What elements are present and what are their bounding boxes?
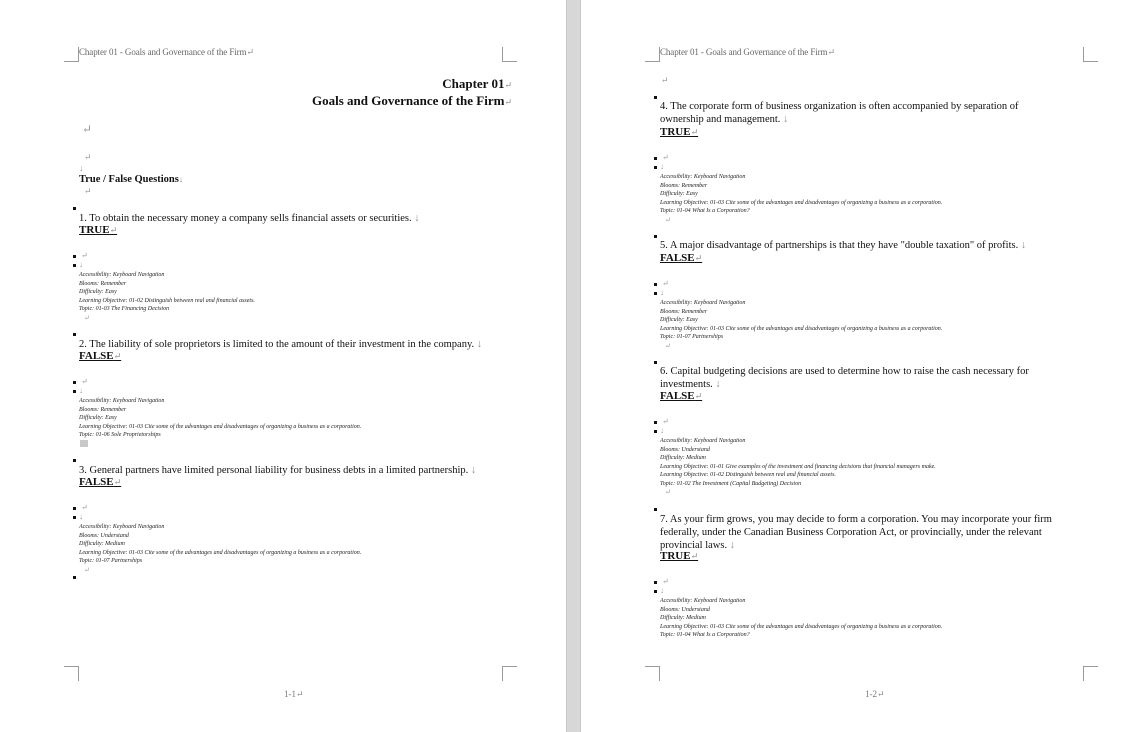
line-break-mark: ↓	[783, 114, 789, 125]
paragraph-mark: ↵	[662, 577, 669, 586]
answer-text: TRUE	[660, 550, 691, 562]
chapter-title: Goals and Governance of the Firm	[311, 93, 505, 108]
margin-corner-top-left	[645, 47, 660, 62]
meta-learning-objective: Learning Objective: 01-03 Cite some of the advantages and disadvantages of organizing a business as a corporation.	[79, 549, 362, 556]
meta-topic: Topic: 01-07 Partnerships	[660, 334, 724, 341]
paragraph-mark: ↵	[84, 314, 90, 322]
question-4-metadata	[660, 173, 942, 216]
meta-accessibility: Accessibility: Keyboard Navigation	[660, 438, 746, 444]
page-header[interactable]	[79, 47, 254, 58]
line-break-mark: ↓	[414, 213, 420, 224]
meta-accessibility: Accessibility: Keyboard Navigation	[660, 598, 746, 604]
line-break-mark: ↓	[1020, 240, 1027, 251]
meta-blooms: Blooms: Remember	[79, 280, 127, 287]
meta-learning-objective: Learning Objective: 01-03 Cite some of the advantages and disadvantages of organizing a business as a corporation.	[660, 199, 943, 206]
question-1-metadata	[79, 271, 255, 314]
bullet	[654, 235, 657, 238]
paragraph-mark: ↵	[504, 97, 512, 107]
answer-6	[660, 390, 702, 402]
bullet	[73, 333, 76, 336]
bullet	[654, 581, 657, 584]
line-break-mark: ↓	[178, 175, 183, 184]
paragraph-mark: ↵	[84, 566, 90, 574]
margin-corner-bottom-right	[1083, 666, 1098, 681]
document-page-1[interactable]	[0, 0, 566, 732]
paragraph-mark: ↵	[82, 122, 93, 136]
paragraph-mark: ↵	[665, 488, 671, 496]
chapter-number: Chapter 01	[442, 76, 505, 91]
meta-topic: Topic: 01-06 Sole Proprietorships	[79, 432, 161, 439]
margin-corner-top-left	[64, 47, 79, 62]
bullet	[73, 459, 76, 462]
margin-corner-bottom-right	[502, 666, 517, 681]
meta-difficulty: Difficulty: Medium	[79, 541, 125, 548]
chapter-heading	[312, 76, 512, 110]
line-break-mark: ↓	[476, 339, 483, 350]
line-break-mark: ↓	[660, 288, 664, 297]
paragraph-mark: ↵	[661, 75, 669, 85]
cursor-highlight	[80, 440, 88, 447]
meta-topic: Topic: 01-02 The Investment (Capital Budgeting) Decision	[660, 480, 802, 487]
margin-corner-top-right	[502, 47, 517, 62]
paragraph-mark: ↵	[81, 503, 88, 512]
paragraph-mark: ↵	[665, 216, 671, 224]
question-text: 2. The liability of sole proprietors is limited to the amount of their investment in the company.	[79, 339, 475, 350]
question-6-metadata	[660, 437, 936, 489]
paragraph-mark: ↵	[81, 251, 88, 260]
answer-text: FALSE	[79, 350, 114, 362]
bullet	[73, 381, 76, 384]
paragraph-mark: ↵	[694, 391, 703, 401]
meta-learning-objective: Learning Objective: 01-03 Cite some of the advantages and disadvantages of organizing a business as a corporation.	[79, 423, 362, 430]
page-header[interactable]	[660, 47, 835, 58]
question-6[interactable]	[660, 365, 1060, 391]
meta-learning-objective: Learning Objective: 01-01 Give examples of the investment and financing decisions that financial managers make.	[660, 463, 936, 470]
paragraph-mark: ↵	[246, 47, 254, 57]
question-2-metadata	[79, 397, 361, 440]
meta-blooms: Blooms: Understand	[660, 446, 710, 453]
question-text: 3. General partners have limited personal liability for business debts in a limited partnership.	[79, 465, 469, 476]
meta-difficulty: Difficulty: Medium	[660, 455, 706, 462]
bullet	[654, 96, 657, 99]
bullet	[73, 264, 76, 267]
question-text: 1. To obtain the necessary money a company sells financial assets or securities.	[79, 213, 412, 224]
meta-topic: Topic: 01-04 What Is a Corporation?	[660, 632, 750, 639]
paragraph-mark: ↵	[662, 417, 669, 426]
paragraph-mark: ↵	[109, 225, 118, 235]
bullet	[654, 508, 657, 511]
line-break-mark: ↓	[660, 162, 664, 171]
answer-text: FALSE	[660, 252, 695, 264]
meta-blooms: Blooms: Understand	[660, 606, 710, 613]
line-break-mark: ↓	[660, 586, 664, 595]
question-text: 5. A major disadvantage of partnerships is that they have "double taxation" of profits.	[660, 240, 1019, 251]
line-break-mark: ↓	[715, 379, 721, 390]
section-title	[79, 174, 183, 185]
paragraph-mark: ↵	[113, 351, 122, 361]
meta-difficulty: Difficulty: Easy	[660, 317, 698, 324]
paragraph-mark: ↵	[84, 186, 92, 196]
line-break-mark: ↓	[79, 260, 83, 269]
meta-topic: Topic: 01-03 The Financing Decision	[79, 306, 170, 313]
meta-difficulty: Difficulty: Easy	[660, 191, 698, 198]
bullet	[73, 516, 76, 519]
answer-1	[79, 224, 117, 236]
question-7-metadata	[660, 597, 942, 640]
bullet	[654, 590, 657, 593]
line-break-mark: ↓	[470, 465, 477, 476]
question-text: 6. Capital budgeting decisions are used to determine how to raise the cash necessary for investments.	[660, 366, 1029, 390]
question-4[interactable]	[660, 100, 1060, 126]
question-3-metadata	[79, 523, 361, 566]
question-2[interactable]	[79, 338, 519, 351]
paragraph-mark: ↵	[827, 47, 835, 57]
meta-accessibility: Accessibility: Keyboard Navigation	[660, 300, 746, 306]
paragraph-mark: ↵	[84, 152, 92, 162]
header-text: Chapter 01 - Goals and Governance of the Firm	[79, 47, 247, 57]
answer-2	[79, 350, 121, 362]
paragraph-mark: ↵	[662, 279, 669, 288]
meta-learning-objective: Learning Objective: 01-03 Cite some of the advantages and disadvantages of organizing a business as a corporation.	[660, 325, 943, 332]
bullet	[73, 507, 76, 510]
meta-difficulty: Difficulty: Easy	[79, 289, 117, 296]
bullet	[654, 157, 657, 160]
page-number-text: 1-2	[865, 689, 877, 699]
line-break-mark: ↓	[79, 163, 84, 173]
page-gutter	[566, 0, 581, 732]
paragraph-mark: ↵	[296, 689, 304, 699]
question-5[interactable]	[660, 239, 1080, 252]
meta-accessibility: Accessibility: Keyboard Navigation	[79, 272, 165, 278]
meta-topic: Topic: 01-04 What Is a Corporation?	[660, 208, 750, 215]
line-break-mark: ↓	[660, 426, 664, 435]
meta-difficulty: Difficulty: Medium	[660, 615, 706, 622]
answer-text: TRUE	[660, 126, 691, 138]
answer-5	[660, 252, 702, 264]
meta-accessibility: Accessibility: Keyboard Navigation	[79, 398, 165, 404]
section-title-text: True / False Questions	[79, 174, 179, 185]
bullet	[654, 166, 657, 169]
question-text: 4. The corporate form of business organization is often accompanied by separation of ownership and management.	[660, 101, 1019, 125]
paragraph-mark: ↵	[113, 477, 122, 487]
paragraph-mark: ↵	[694, 253, 703, 263]
bullet	[73, 576, 76, 579]
bullet	[654, 361, 657, 364]
bullet	[73, 207, 76, 210]
answer-text: FALSE	[660, 390, 695, 402]
question-text: 7. As your firm grows, you may decide to form a corporation. You may incorporate your firm federally, under the Canadian Business Corporation Act, or provincially, under the relevant provincial laws.	[660, 514, 1052, 551]
margin-corner-bottom-left	[645, 666, 660, 681]
bullet	[73, 390, 76, 393]
answer-4	[660, 126, 698, 138]
meta-blooms: Blooms: Remember	[660, 182, 708, 189]
header-text: Chapter 01 - Goals and Governance of the Firm	[660, 47, 828, 57]
bullet	[654, 283, 657, 286]
meta-topic: Topic: 01-07 Partnerships	[79, 558, 143, 565]
meta-accessibility: Accessibility: Keyboard Navigation	[79, 524, 165, 530]
meta-learning-objective-2: Learning Objective: 01-02 Distinguish between real and financial assets.	[660, 472, 836, 479]
line-break-mark: ↓	[79, 386, 83, 395]
meta-learning-objective: Learning Objective: 01-02 Distinguish between real and financial assets.	[79, 297, 255, 304]
bullet	[654, 421, 657, 424]
line-break-mark: ↓	[729, 540, 735, 551]
paragraph-mark: ↵	[690, 127, 699, 137]
question-5-metadata	[660, 299, 942, 342]
paragraph-mark: ↵	[81, 377, 88, 386]
paragraph-mark: ↵	[662, 153, 669, 162]
paragraph-mark: ↵	[690, 551, 699, 561]
bullet	[73, 255, 76, 258]
answer-text: TRUE	[79, 224, 110, 236]
paragraph-mark: ↵	[504, 80, 512, 90]
question-3[interactable]	[79, 464, 519, 477]
bullet	[654, 430, 657, 433]
bullet	[654, 292, 657, 295]
paragraph-mark: ↵	[665, 342, 671, 350]
question-7[interactable]	[660, 513, 1085, 552]
document-page-2[interactable]	[581, 0, 1146, 732]
answer-7	[660, 550, 698, 562]
margin-corner-top-right	[1083, 47, 1098, 62]
paragraph-mark: ↵	[877, 689, 885, 699]
meta-accessibility: Accessibility: Keyboard Navigation	[660, 174, 746, 180]
meta-blooms: Blooms: Remember	[660, 308, 708, 315]
margin-corner-bottom-left	[64, 666, 79, 681]
meta-blooms: Blooms: Remember	[79, 406, 127, 413]
meta-learning-objective: Learning Objective: 01-03 Cite some of the advantages and disadvantages of organizing a business as a corporation.	[660, 623, 943, 630]
page-number-2	[865, 689, 885, 700]
meta-blooms: Blooms: Understand	[79, 532, 129, 539]
meta-difficulty: Difficulty: Easy	[79, 415, 117, 422]
answer-text: FALSE	[79, 476, 114, 488]
page-number-text: 1-1	[284, 689, 296, 699]
line-break-mark: ↓	[79, 512, 83, 521]
answer-3	[79, 476, 121, 488]
question-1[interactable]	[79, 212, 509, 225]
page-number-1	[284, 689, 304, 700]
